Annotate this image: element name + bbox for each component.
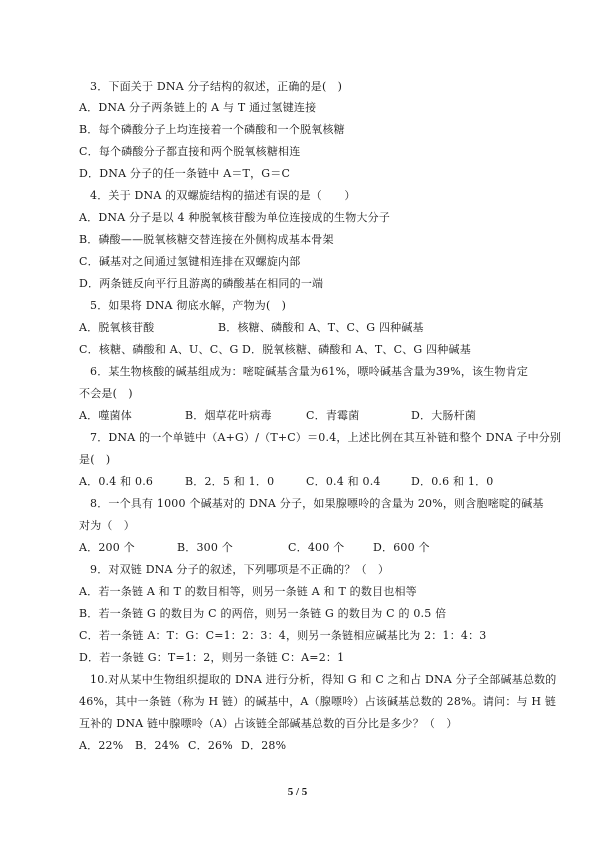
question-10-option-d: D．28% (241, 739, 287, 752)
question-9-option-b: B．若一条链 G 的数目为 C 的两倍，则另一条链 G 的数目为 C 的 0.5 倍 (79, 607, 447, 620)
question-8-option-d: D．600 个 (373, 541, 430, 554)
question-4-option-b: B．磷酸——脱氧核糖交替连接在外侧构成基本骨架 (79, 233, 334, 246)
question-8-stem-line-1: 8．一个具有 1000 个碱基对的 DNA 分子，如果腺嘌呤的含量为 20%，则含胞嘧啶的碱基 (90, 497, 544, 510)
question-8-option-b: B．300 个 (177, 541, 233, 554)
question-8-stem-line-2: 对为（ ） (79, 519, 135, 532)
question-3-option-c: C．每个磷酸分子都直接和两个脱氧核糖相连 (79, 145, 301, 158)
question-3-option-b: B．每个磷酸分子上均连接着一个磷酸和一个脱氧核糖 (79, 123, 345, 136)
question-7-option-a: A．0.4 和 0.6 (79, 475, 154, 488)
question-7-stem-line-2: 是( ) (79, 453, 111, 466)
question-9-option-d: D．若一条链 G：T=1：2，则另一条链 C：A=2：1 (79, 651, 345, 664)
question-5-option-b: B．核糖、磷酸和 A、T、C、G 四种碱基 (218, 321, 424, 334)
question-9-option-c: C．若一条链 A：T：G：C=1：2：3：4，则另一条链相应碱基比为 2：1：4：3 (79, 629, 487, 642)
question-10-option-c: C．26% (188, 739, 233, 752)
question-5-options-row-2 (79, 343, 471, 357)
question-5-option-d: D．脱氧核糖、磷酸和 A、T、C、G 四种碱基 (242, 343, 471, 356)
question-6-option-c: C．青霉菌 (306, 409, 360, 422)
question-10-option-b: B．24% (135, 739, 180, 752)
question-6-option-d: D．大肠杆菌 (411, 409, 477, 422)
question-5-stem: 5．如果将 DNA 彻底水解，产物为( ) (90, 299, 287, 312)
question-3-stem: 3．下面关于 DNA 分子结构的叙述，正确的是( ) (90, 80, 343, 93)
question-10-options (79, 739, 286, 753)
question-9-option-a: A．若一条链 A 和 T 的数目相等，则另一条链 A 和 T 的数目也相等 (79, 585, 417, 598)
question-7-option-d: D．0.6 和 1．0 (411, 475, 494, 488)
question-6-stem-line-2: 不会是( ) (79, 387, 133, 400)
question-6-options (79, 409, 476, 423)
question-3-option-d: D．DNA 分子的任一条链中 A＝T，G＝C (79, 167, 291, 180)
question-7-option-b: B．2．5 和 1．0 (185, 475, 275, 488)
question-10-stem-line-1: 10.对从某中生物组织提取的 DNA 进行分析，得知 G 和 C 之和占 DNA 分子全部碱基总数的 (90, 673, 557, 686)
question-4-option-a: A．DNA 分子是以 4 种脱氧核苷酸为单位连接成的生物大分子 (79, 211, 391, 224)
question-5-options-row-1 (79, 321, 424, 335)
question-6-option-a: A．噬菌体 (79, 409, 132, 422)
question-7-options (79, 475, 494, 489)
question-7-option-c: C．0.4 和 0.4 (306, 475, 381, 488)
question-4-stem: 4．关于 DNA 的双螺旋结构的描述有误的是（ ） (90, 189, 356, 202)
question-5-option-a: A．脱氧核苷酸 (79, 321, 155, 334)
question-8-option-c: C．400 个 (288, 541, 345, 554)
page-number: 5 / 5 (287, 786, 308, 798)
question-9-stem: 9．对双链 DNA 分子的叙述，下列哪项是不正确的？（ ） (90, 563, 390, 576)
question-3-option-a: A．DNA 分子两条链上的 A 与 T 通过氢键连接 (79, 101, 317, 114)
question-7-stem-line-1: 7．DNA 的一个单链中（A+G）/（T+C）＝0.4，上述比例在其互补链和整个 DNA 子中分别 (90, 431, 562, 444)
question-10-stem-line-3: 互补的 DNA 链中腺嘌呤（A）占该链全部碱基总数的百分比是多少？（ ） (79, 717, 458, 730)
question-8-options (79, 541, 430, 555)
question-4-option-c: C．碱基对之间通过氢键相连排在双螺旋内部 (79, 255, 301, 268)
question-4-option-d: D．两条链反向平行且游离的磷酸基在相同的一端 (79, 277, 324, 290)
question-8-option-a: A．200 个 (79, 541, 135, 554)
question-10-option-a: A．22% (79, 739, 124, 752)
question-5-option-c: C．核糖、磷酸和 A、U、C、G (79, 343, 239, 356)
question-6-option-b: B．烟草花叶病毒 (185, 409, 272, 422)
question-10-stem-line-2: 46%，其中一条链（称为 H 链）的碱基中，A（腺嘌呤）占该碱基总数的 28%。请问：与 H 链 (79, 695, 557, 708)
question-6-stem-line-1: 6．某生物核酸的碱基组成为：嘧啶碱基含量为61%，嘌呤碱基含量为39%，该生物肯定 (90, 365, 529, 378)
